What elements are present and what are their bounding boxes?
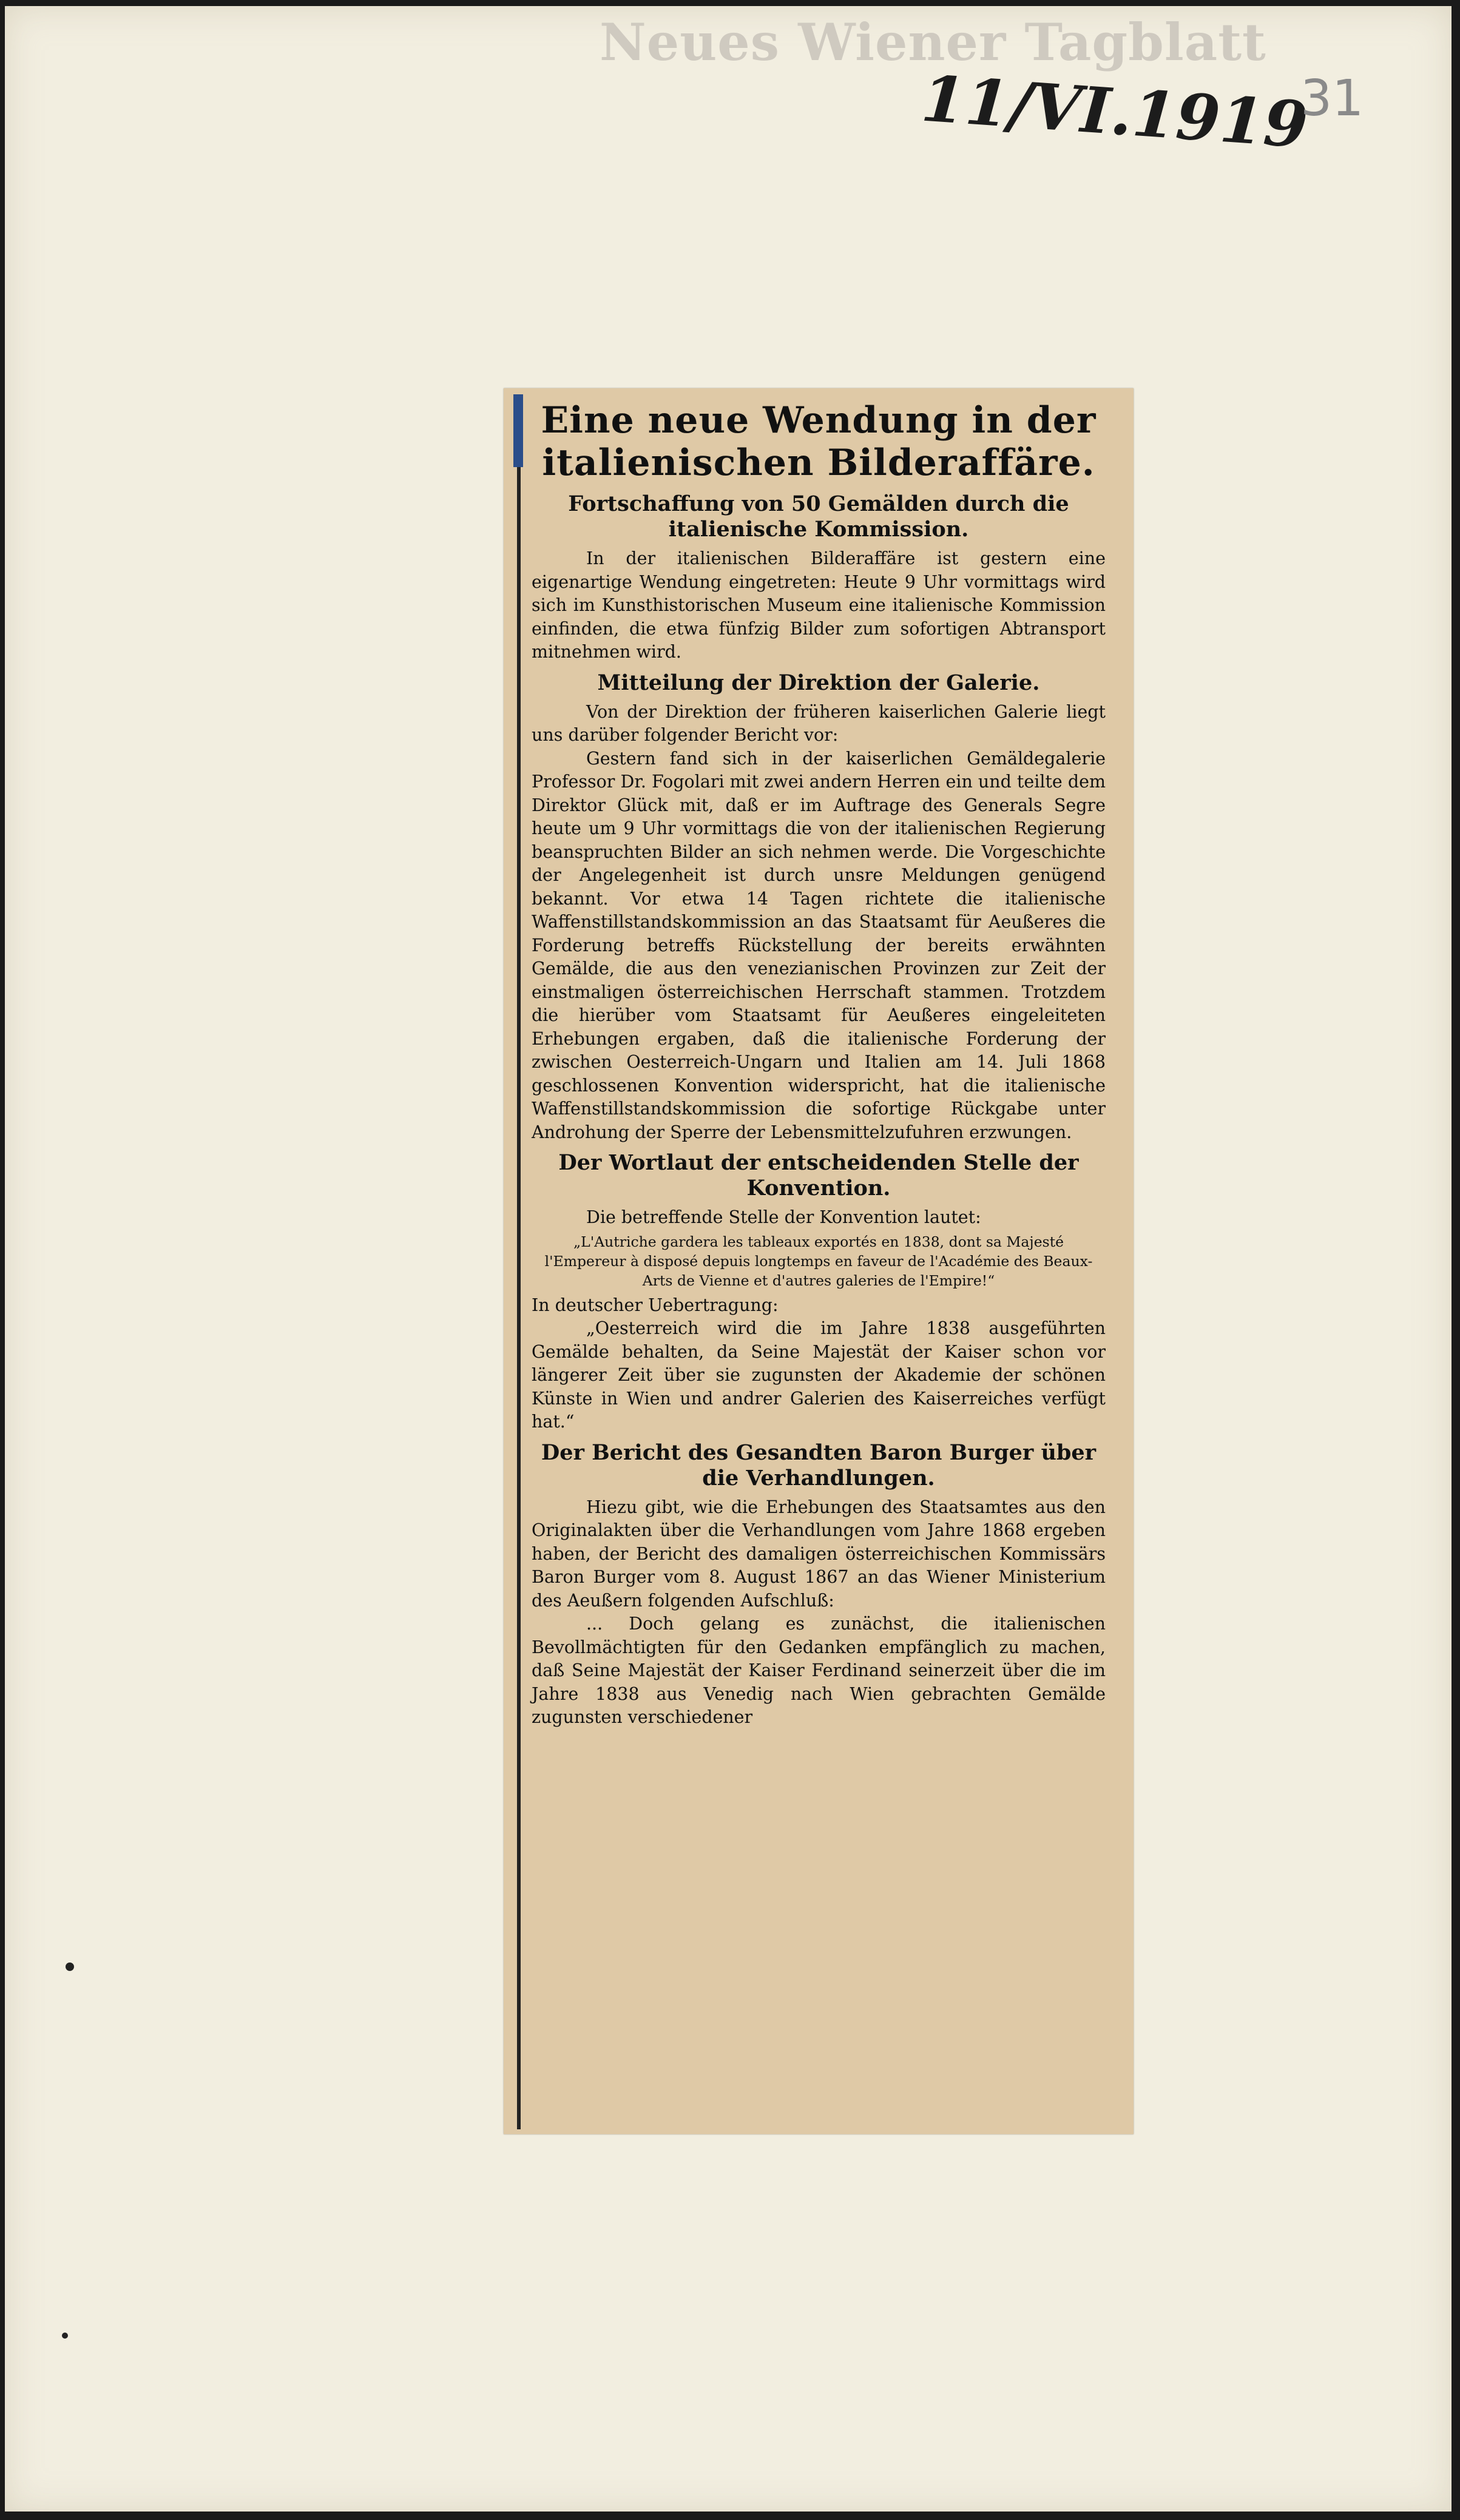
section-heading-direction: Mitteilung der Direktion der Galerie. [597, 670, 1040, 695]
section1-paragraph: Gestern fand sich in der kaiserlichen Gemäldegalerie Professor Dr. Fogolari mit zwei andern Herren ein und teilte dem Direktor Glück mit, daß er im Auftrage des Generals Segre heute um 9 Uhr vormittags die von der italienischen Regierung beanspruchten Bilder an sich nehmen werde. Die Vorgeschichte der Angelegenheit ist durch unsre Meldungen genügend bekannt. Vor etwa 14 Tagen richtete die italienische Waffenstillstandskommission an das Staatsamt für Aeußeres die Forderung betreffs Rückstellung der bereits erwähnten Gemälde, die aus den venezianischen Provinzen zur Zeit der einstmaligen österreichischen Herrschaft stammen. Trotzdem die hierüber vom Staatsamt für Aeußeres eingeleiteten Erhebungen ergaben, daß die italienische Forderung der zwischen Oesterreich-Ungarn und Italien am 14. Juli 1868 geschlossenen Konvention widerspricht, hat die italienische Waffenstillstandskommission die sofortige Rückgabe unter Androhung der Sperre der Lebensmittelzufuhren erzwungen. [532, 748, 1106, 1142]
section-heading-report: Der Bericht des Gesandten Baron Burger über die Verhandlungen. [541, 1440, 1097, 1491]
translation-label: In deutscher Uebertragung: [532, 1295, 779, 1315]
article-subtitle: Fortschaffung von 50 Gemälden durch die italienische Kommission. [568, 491, 1069, 542]
report-paragraph: ... Doch gelang es zunächst, die italienischen Bevollmächtigten für den Gedanken empfänglich zu machen, daß Seine Majestät der Kaiser Ferdinand seinerzeit über die im Jahre 1838 aus Venedig nach Wien gebrachten Gemälde zugunsten verschiedener [532, 1614, 1106, 1727]
newspaper-stamp: Neues Wiener Tagblatt [600, 12, 1266, 72]
clipping-edge-line [517, 394, 521, 2129]
handwritten-page-number: 31 [1300, 70, 1364, 127]
article-title: Eine neue Wendung in der italienischen Bilderaffäre. [541, 399, 1097, 484]
convention-quote-french: „L'Autriche gardera les tableaux exportés en 1838, dont sa Majesté l'Empereur à disposé depuis longtemps en faveur de l'Académie des Beaux-Arts de Vienne et d'autres galeries de l'Empire!“ [544, 1233, 1093, 1289]
newspaper-clipping [504, 388, 1134, 2134]
convention-intro: Die betreffende Stelle der Konvention lautet: [586, 1207, 981, 1227]
report-paragraph: Hiezu gibt, wie die Erhebungen des Staatsamtes aus den Originalakten über die Verhandlungen vom Jahre 1868 ergeben haben, der Bericht des damaligen österreichischen Kommissärs Baron Burger vom 8. August 1867 an das Wiener Ministerium des Aeußern folgenden Aufschluß: [532, 1497, 1106, 1611]
article-intro: In der italienischen Bilderaffäre ist gestern eine eigenartige Wendung eingetreten: Heute 9 Uhr vormittags wird sich im Kunsthistorischen Museum eine italienische Kommission einfinden, die etwa fünfzig Bilder zum sofortigen Abtransport mitnehmen wird. [532, 548, 1106, 662]
binding-hole [62, 2333, 68, 2339]
binding-hole [66, 1962, 74, 1971]
section-heading-convention: Der Wortlaut der entscheidenden Stelle der Konvention. [558, 1150, 1079, 1201]
archive-sheet [5, 6, 1452, 2512]
handwritten-date: 11/VI.1919 [919, 61, 1311, 163]
section1-paragraph: Von der Direktion der früheren kaiserlichen Galerie liegt uns darüber folgender Bericht vor: [532, 701, 1106, 745]
clipping-color-mark [513, 394, 523, 467]
convention-quote-german: „Oesterreich wird die im Jahre 1838 ausgeführten Gemälde behalten, da Seine Majestät der Kaiser schon vor längerer Zeit über sie zugunsten der Akademie der schönen Künste in Wien und andrer Galerien des Kaiserreiches verfügt hat.“ [532, 1318, 1106, 1432]
